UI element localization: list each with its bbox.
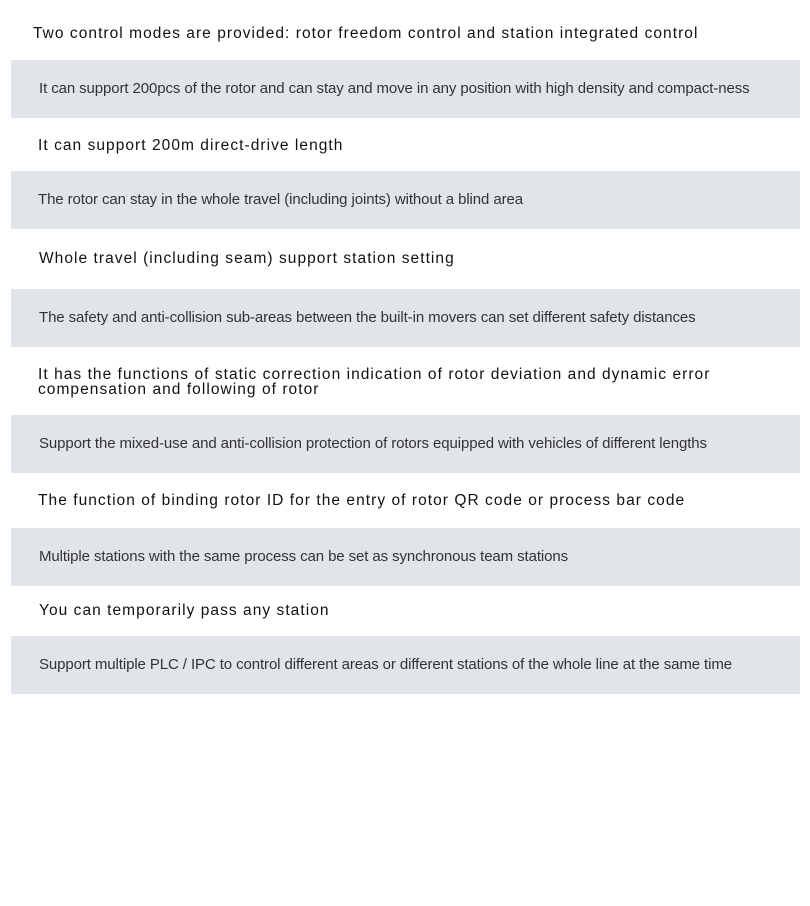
feature-row [11, 60, 800, 118]
feature-row [11, 171, 800, 229]
feature-row [11, 636, 800, 694]
feature-text: The rotor can stay in the whole travel (including joints) without a blind area [38, 191, 523, 208]
feature-text: It can support 200pcs of the rotor and can stay and move in any position with high density and compact-ness [39, 80, 750, 97]
feature-row [11, 14, 800, 52]
feature-row [11, 528, 800, 586]
feature-row [11, 480, 800, 520]
feature-row [11, 590, 800, 630]
feature-text: It has the functions of static correction indication of rotor deviation and dynamic error compensation and following of rotor [38, 366, 711, 398]
feature-row [11, 355, 800, 409]
feature-text: It can support 200m direct-drive length [38, 136, 344, 154]
feature-row [11, 125, 800, 165]
feature-row [11, 289, 800, 347]
feature-text: Two control modes are provided: rotor freedom control and station integrated control [33, 24, 699, 42]
feature-text: Support the mixed-use and anti-collision protection of rotors equipped with vehicles of different lengths [39, 435, 707, 452]
feature-text: The safety and anti-collision sub-areas between the built-in movers can set different safety distances [39, 309, 696, 326]
feature-text: The function of binding rotor ID for the entry of rotor QR code or process bar code [38, 491, 686, 509]
feature-text: Whole travel (including seam) support station setting [39, 249, 455, 267]
feature-row [11, 415, 800, 473]
feature-text: You can temporarily pass any station [39, 601, 330, 619]
feature-text: Support multiple PLC / IPC to control different areas or different stations of the whole line at the same time [39, 656, 732, 673]
feature-row [11, 237, 800, 279]
feature-text: Multiple stations with the same process can be set as synchronous team stations [39, 548, 569, 565]
